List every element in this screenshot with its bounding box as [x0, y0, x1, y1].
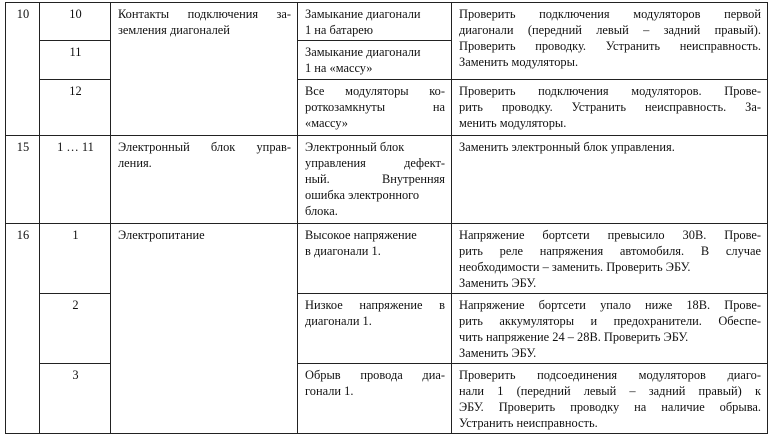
action-line: Напряжение бортсети упало ниже 18В. Прове- — [459, 298, 761, 312]
fault-line: Электронный блок — [305, 140, 405, 154]
sub-code: 3 — [40, 364, 111, 434]
action-line: Устранить неисправность. — [459, 416, 598, 430]
component-line: земления диагоналей — [118, 23, 230, 37]
action-line: рить аккумуляторы и предохранители. Обеспе- — [459, 314, 761, 328]
fault-line: «массу» — [305, 116, 348, 130]
action-line: диагонали (передний левый – задний правый). — [459, 23, 761, 37]
group-number: 16 — [6, 224, 40, 434]
fault-cell — [298, 294, 452, 364]
action-line: Заменить ЭБУ. — [459, 346, 537, 360]
fault-line: Все модуляторы ко- — [305, 84, 445, 98]
fault-line: 1 на «массу» — [305, 61, 373, 75]
sub-code: 11 — [40, 41, 111, 80]
action-cell — [452, 80, 768, 136]
action-cell — [452, 294, 768, 364]
table-row — [6, 3, 768, 41]
fault-line: ный. Внутренняя — [305, 172, 445, 186]
action-line: необходимости – заменить. Проверить ЭБУ. — [459, 260, 691, 274]
fault-cell — [298, 41, 452, 80]
group-number: 15 — [6, 136, 40, 224]
action-line: рить проводку. Устранить неисправность. За- — [459, 100, 761, 114]
fault-line: Высокое напряжение — [305, 228, 417, 242]
fault-line: Обрыв провода диа- — [305, 368, 445, 382]
fault-cell — [298, 3, 452, 41]
action-line: Проверить подсоединения модуляторов диаго- — [459, 368, 761, 382]
fault-line: управления дефект- — [305, 156, 445, 170]
fault-line: в диагонали 1. — [305, 244, 381, 258]
action-line: Проверить подключения модуляторов. Прове- — [459, 84, 761, 98]
fault-cell — [298, 364, 452, 434]
action-line: Заменить модуляторы. — [459, 55, 579, 69]
component-cell — [111, 136, 298, 224]
action-line: ЭБУ. Проверить проводку на наличие обрыва. — [459, 400, 761, 414]
fault-line: диагонали 1. — [305, 314, 372, 328]
component-line: Контакты подключения за- — [118, 7, 291, 21]
component-cell — [111, 3, 298, 136]
fault-cell — [298, 80, 452, 136]
sub-code: 2 — [40, 294, 111, 364]
fault-line: роткозамкнуты на — [305, 100, 445, 114]
fault-cell — [298, 224, 452, 294]
action-cell — [452, 364, 768, 434]
action-line: менить модуляторы. — [459, 116, 567, 130]
fault-line: блока. — [305, 204, 338, 218]
fault-line: ошибка электронного — [305, 188, 420, 202]
fault-cell — [298, 136, 452, 224]
fault-line: Замыкание диагонали — [305, 45, 421, 59]
action-line: Напряжение бортсети превысило 30В. Прове- — [459, 228, 761, 242]
action-cell — [452, 224, 768, 294]
fault-line: гонали 1. — [305, 384, 354, 398]
fault-code-table — [5, 2, 768, 434]
group-number: 10 — [6, 3, 40, 136]
action-cell — [452, 3, 768, 80]
action-line: Проверить подключения модуляторов первой — [459, 7, 761, 21]
component-line: ления. — [118, 156, 152, 170]
fault-line: Низкое напряжение в — [305, 298, 445, 312]
fault-line: Замыкание диагонали — [305, 7, 421, 21]
sub-code: 12 — [40, 80, 111, 136]
sub-code: 1 … 11 — [40, 136, 111, 224]
component-cell — [111, 224, 298, 434]
table-row — [6, 136, 768, 224]
action-line: Заменить ЭБУ. — [459, 276, 537, 290]
fault-line: 1 на батарею — [305, 23, 374, 37]
action-line: Заменить электронный блок управления. — [459, 140, 675, 154]
sub-code: 10 — [40, 3, 111, 41]
action-line: рить реле напряжения автомобиля. В случае — [459, 244, 761, 258]
table-row — [6, 224, 768, 294]
component-line: Электропитание — [118, 228, 205, 242]
action-cell — [452, 136, 768, 224]
sub-code: 1 — [40, 224, 111, 294]
action-line: нали 1 (передний левый – задний правый) к — [459, 384, 761, 398]
action-line: чить напряжение 24 – 28В. Проверить ЭБУ. — [459, 330, 689, 344]
component-line: Электронный блок управ- — [118, 140, 291, 154]
action-line: Проверить проводку. Устранить неисправность. — [459, 39, 761, 53]
